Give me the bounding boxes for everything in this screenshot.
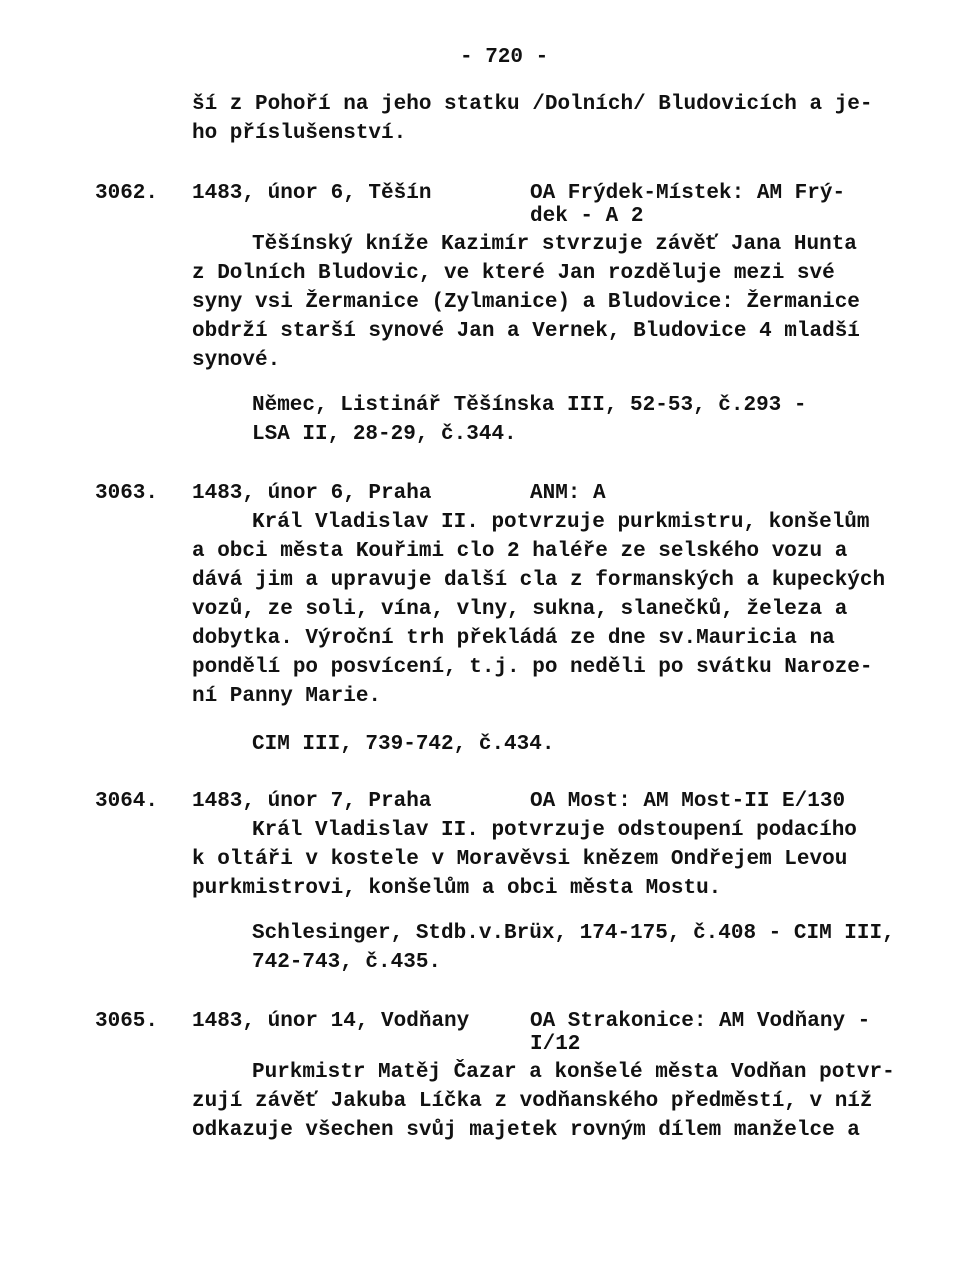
entry-text-line: dává jim a upravuje další cla z formanských a kupeckých	[192, 569, 886, 592]
entry-text-line: Purkmistr Matěj Čazar a konšelé města Vodňan potvr-	[252, 1061, 895, 1084]
intro-line: ho příslušenství.	[192, 122, 407, 145]
intro-line: ší z Pohoří na jeho statku /Dolních/ Bludovicích a je-	[192, 93, 873, 116]
entry-text-line: Těšínský kníže Kazimír stvrzuje závěť Jana Hunta	[252, 233, 857, 256]
entry-text-line: zují závěť Jakuba Líčka z vodňanského předměstí, v níž	[192, 1090, 873, 1113]
entry-reference: Němec, Listinář Těšínska III, 52-53, č.293 -	[252, 394, 807, 417]
entry-archive: OA Frýdek-Místek: AM Frý-	[530, 182, 846, 205]
entry-archive: I/12	[530, 1033, 581, 1056]
entry-text-line: k oltáři v kostele v Moravěvsi knězem Ondřejem Levou	[192, 848, 848, 871]
entry-text-line: a obci města Kouřimi clo 2 haléře ze selského vozu a	[192, 540, 848, 563]
entry-number: 3065.	[95, 1010, 159, 1033]
entry-date-place: 1483, únor 6, Praha	[192, 482, 432, 505]
entry-text-line: z Dolních Bludovic, ve které Jan rozděluje mezi své	[192, 262, 835, 285]
entry-text-line: dobytka. Výroční trh překládá ze dne sv.Mauricia na	[192, 627, 835, 650]
entry-reference: 742-743, č.435.	[252, 951, 442, 974]
entry-text-line: Král Vladislav II. potvrzuje purkmistru, konšelům	[252, 511, 870, 534]
entry-text-line: vozů, ze soli, vína, vlny, sukna, slanečků, železa a	[192, 598, 848, 621]
entry-archive: OA Most: AM Most-II E/130	[530, 790, 846, 813]
entry-text-line: obdrží starší synové Jan a Vernek, Bludovice 4 mladší	[192, 320, 860, 343]
entry-text-line: ní Panny Marie.	[192, 685, 382, 708]
entry-reference: Schlesinger, Stdb.v.Brüx, 174-175, č.408 - CIM III,	[252, 922, 895, 945]
entry-reference: LSA II, 28-29, č.344.	[252, 423, 517, 446]
entry-archive: dek - A 2	[530, 205, 644, 228]
entry-date-place: 1483, únor 6, Těšín	[192, 182, 432, 205]
entry-number: 3063.	[95, 482, 159, 505]
entry-text-line: purkmistrovi, konšelům a obci města Mostu.	[192, 877, 722, 900]
entry-text-line: odkazuje všechen svůj majetek rovným dílem manželce a	[192, 1119, 860, 1142]
entry-archive: OA Strakonice: AM Vodňany -	[530, 1010, 871, 1033]
entry-number: 3062.	[95, 182, 159, 205]
entry-date-place: 1483, únor 14, Vodňany	[192, 1010, 470, 1033]
page-number: - 720 -	[460, 46, 549, 69]
entry-reference: CIM III, 739-742, č.434.	[252, 733, 555, 756]
entry-text-line: syny vsi Žermanice (Zylmanice) a Bludovice: Žermanice	[192, 291, 860, 314]
entry-number: 3064.	[95, 790, 159, 813]
entry-text-line: Král Vladislav II. potvrzuje odstoupení podacího	[252, 819, 857, 842]
entry-date-place: 1483, únor 7, Praha	[192, 790, 432, 813]
entry-archive: ANM: A	[530, 482, 606, 505]
entry-text-line: synové.	[192, 349, 281, 372]
entry-text-line: pondělí po posvícení, t.j. po neděli po svátku Naroze-	[192, 656, 873, 679]
